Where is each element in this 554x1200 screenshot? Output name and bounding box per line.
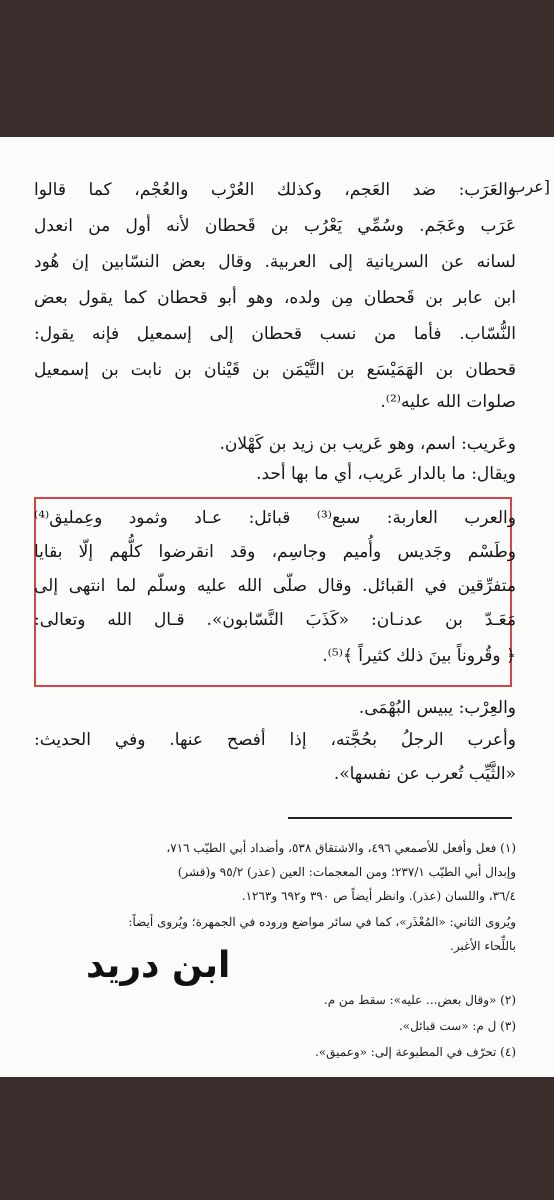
footnote-line: (٢) «وقال بعض... عليه»: سقط من م. [323, 993, 516, 1007]
highlighted-line: متفرِّقين في القبائل. وقال صلّى الله عليه وسلّم لما انتهى إلى [34, 576, 516, 596]
main-text-line: لسانه عن السريانية إلى العربية. وقال بعض النسّابين إن هُود [34, 252, 516, 272]
highlighted-line: وطَسْم وجَديس وأُميم وجاسِم، وقد انقرضوا كلُّهم إلّا بقايا [34, 542, 516, 562]
entry-arib-line: ويقال: ما بالدار عَريب، أي ما بها أحد. [256, 464, 516, 484]
bottom-dark-bar [0, 1077, 554, 1200]
footnote-separator [288, 817, 512, 819]
top-dark-bar [0, 0, 554, 137]
highlighted-line: ﴿ وقُروناً بينَ ذلك كثيراً ﴾⁽⁵⁾. [322, 646, 516, 666]
main-text-line: عَرَب وعَجَم. وسُمِّي يَعْرُب بن قَحطان لأنه أول من انعدل [34, 216, 516, 236]
handwritten-note: ابن دريد [86, 945, 231, 986]
book-page [0, 137, 554, 1077]
entry-irb-line: والعِرْب: يبيس البُهْمَى. [358, 698, 516, 718]
main-text-line: صلوات الله عليه⁽²⁾. [380, 392, 516, 412]
footnote-line: ويُروى الثاني: «المُعْذَر»، كما في سائر مواضع وروده في الجمهرة؛ ويُروى أيضاً: [128, 915, 516, 929]
footnote-line: باللِّحاء الأغبر. [450, 939, 516, 953]
highlighted-line: مَعَـدّ بن عدنـان: «كَذَبَ النَّسّابون». قـال الله وتعالى: [34, 610, 516, 630]
footnote-line: وإبدال أبي الطيّب ٢٣٧/١؛ ومن المعجمات: العين (عذر) ٩٥/٢ و(قشر) [177, 865, 516, 879]
entry-arib-line: وعَريب: اسم، وهو عَريب بن زيد بن كَهْلان. [219, 434, 516, 454]
entry-root-marker: [عرب [510, 177, 550, 196]
footnote-line: (٣) ل م: «ست قبائل». [398, 1019, 516, 1033]
main-text-line: النُّسّاب. فأما من نسب قحطان إلى إسمعيل فإنه يقول: [34, 324, 516, 344]
footnote-line: (٤) تحرّف في المطبوعة إلى: «وعميق». [314, 1045, 516, 1059]
main-text-line: قحطان بن الهَمَيْسَع بن التَّيْمَن بن قَيْنان بن نابت بن إسمعيل [34, 360, 516, 380]
entry-irb-line: وأعرب الرجلُ بحُجَّته، إذا أفصح عنها. وفي الحديث: [34, 730, 516, 750]
footnote-line: (١) فعل وأفعل للأصمعي ٤٩٦، والاشتقاق ٥٣٨، وأضداد أبي الطيّب ٧١٦، [166, 841, 516, 855]
highlighted-line: والعرب العاربة: سبع⁽³⁾ قبائل: عـاد وثمود وعِمليق⁽⁴⁾ [34, 508, 516, 528]
main-text-line: ابن عابر بن قَحطان مِن ولده، وهو أبو قحطان كما يقول بعض [34, 288, 516, 308]
footnote-line: ٣٦/٤، واللسان (عذر). وانظر أيضاً ص ٣٩٠ و٦٩٢ و١٢٦٣. [241, 889, 516, 903]
main-text-line: والعَرَب: ضد العَجم، وكذلك العُرْب والعُجْم، كما قالوا [34, 180, 516, 200]
entry-irb-line: «الثَّيِّب تُعرب عن نفسها». [333, 764, 516, 784]
